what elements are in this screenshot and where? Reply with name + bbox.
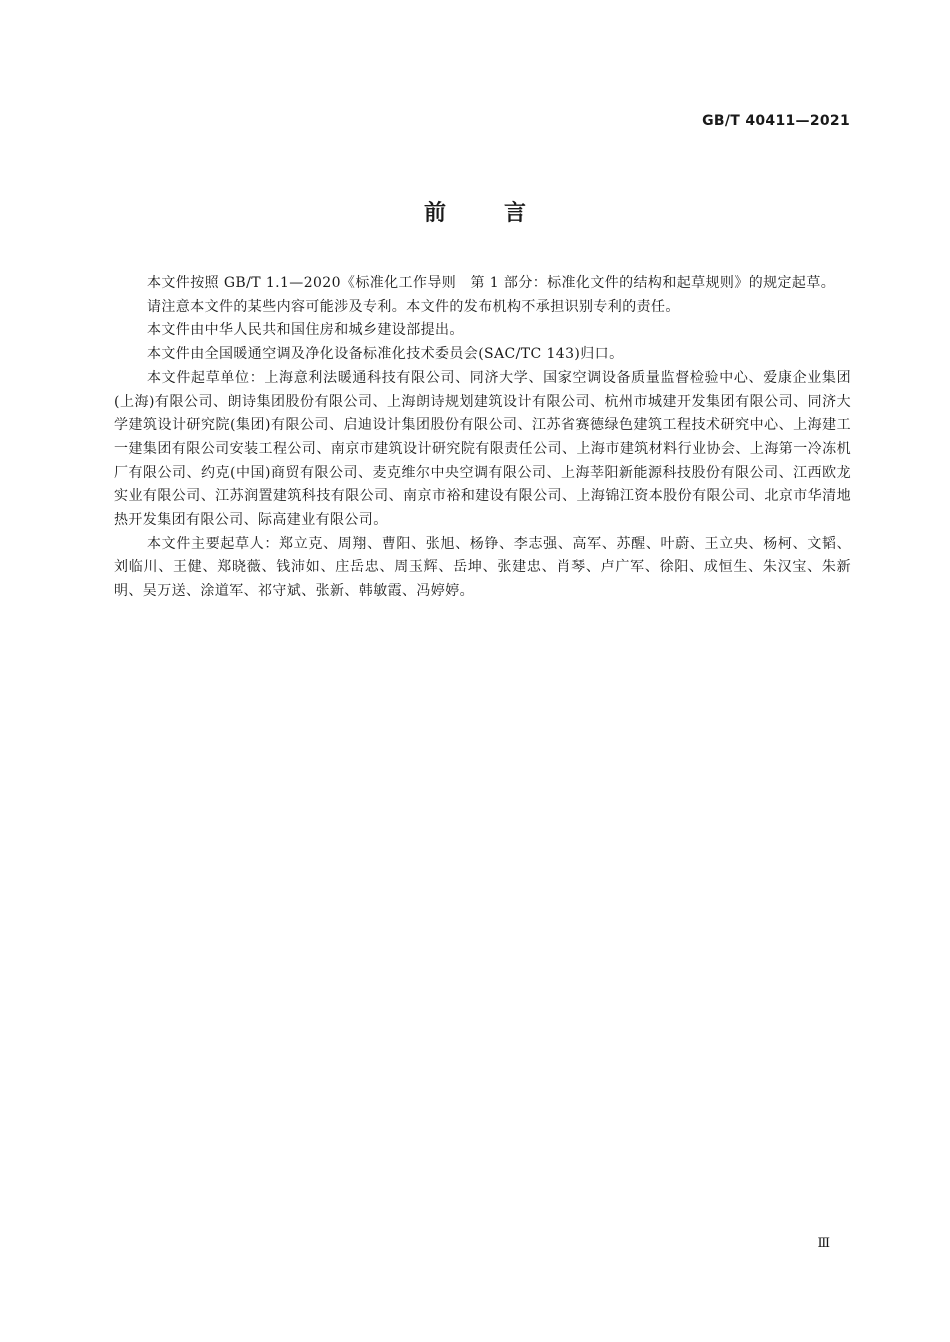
- foreword-body: [114, 272, 851, 604]
- standard-code: GB/T 40411—2021: [702, 113, 850, 129]
- page-title: 前言: [423, 201, 584, 226]
- paragraph-proposer: 本文件由中华人民共和国住房和城乡建设部提出。: [147, 322, 464, 339]
- paragraph-drafting-basis: 本文件按照 GB/T 1.1—2020《标准化工作导则 第 1 部分：标准化文件的结构和起草规则》的规定起草。: [147, 275, 836, 291]
- paragraph-main-drafters: 本文件主要起草人：郑立克、周翔、曹阳、张旭、杨铮、李志强、高军、苏醒、叶蔚、王立央、杨柯、文韬、刘临川、王健、郑晓薇、钱沛如、庄岳忠、周玉辉、岳坤、张建忠、肖琴、卢广军、徐阳、成恒生、朱汉宝、朱新明、吴万送、涂道军、祁守斌、张新、韩敏霞、冯婷婷。: [114, 535, 851, 600]
- paragraph-patent-notice: 请注意本文件的某些内容可能涉及专利。本文件的发布机构不承担识别专利的责任。: [147, 298, 680, 315]
- paragraph-centralized-management: 本文件由全国暖通空调及净化设备标准化技术委员会(SAC/TC 143)归口。: [147, 346, 624, 363]
- page-number: Ⅲ: [817, 1236, 830, 1251]
- paragraph-drafting-organizations: 本文件起草单位：上海意利法暖通科技有限公司、同济大学、国家空调设备质量监督检验中心、爱康企业集团(上海)有限公司、朗诗集团股份有限公司、上海朗诗规划建筑设计有限公司、杭州市城建开发集团有限公司、同济大学建筑设计研究院(集团)有限公司、启迪设计集团股份有限公司、江苏省赛德绿色建筑工程技术研究中心、上海建工一建集团有限公司安装工程公司、南京市建筑设计研究院有限责任公司、上海市建筑材料行业协会、上海第一冷冻机厂有限公司、约克(中国)商贸有限公司、麦克维尔中央空调有限公司、上海莘阳新能源科技股份有限公司、江西欧龙实业有限公司、江苏润置建筑科技有限公司、南京市裕和建设有限公司、上海锦江资本股份有限公司、北京市华清地热开发集团有限公司、际高建业有限公司。: [114, 369, 851, 529]
